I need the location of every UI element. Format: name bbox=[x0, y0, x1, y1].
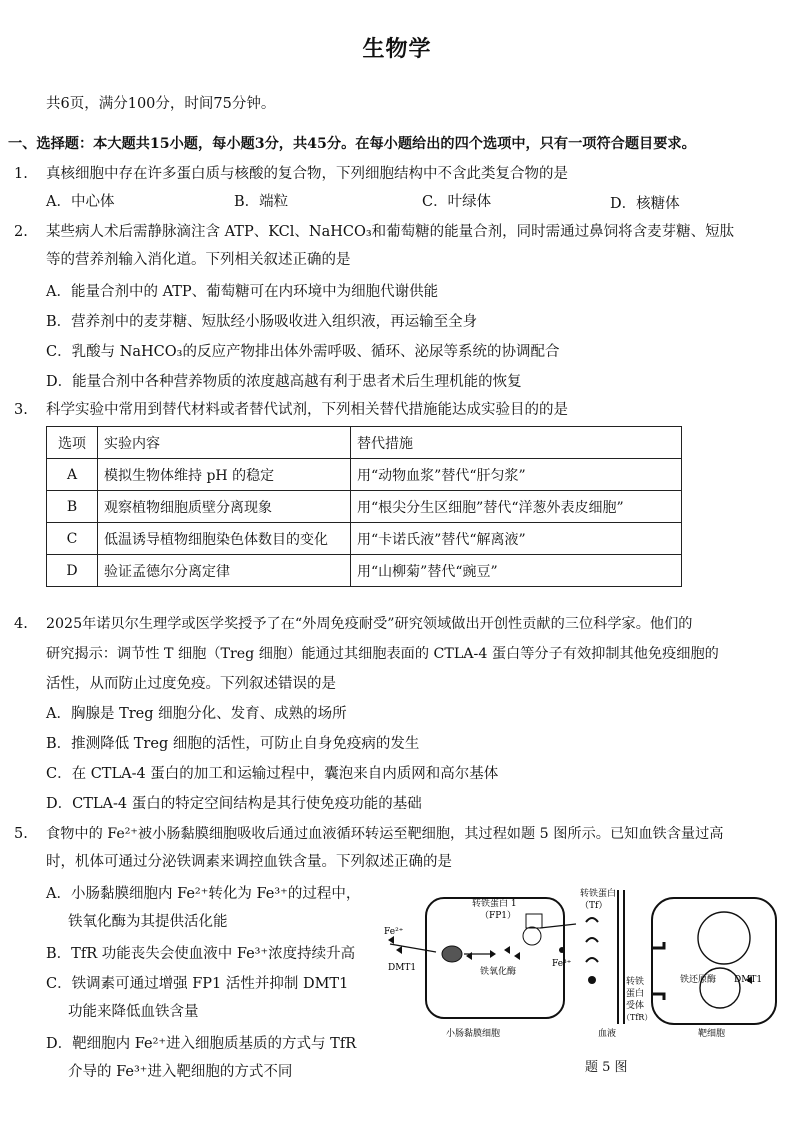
arrow-head-icon bbox=[490, 950, 496, 958]
label-cell-left: 小肠黏膜细胞 bbox=[446, 1029, 501, 1039]
q4-option-b: B．推测降低 Treg 细胞的活性，可防止自身免疫病的发生 bbox=[46, 736, 420, 752]
label-tfr4: （TfR） bbox=[622, 1013, 653, 1022]
table-cell: 用“根尖分生区细胞”替代“洋葱外表皮细胞” bbox=[351, 491, 682, 523]
table-cell: D bbox=[47, 555, 98, 587]
label-tf: 转铁蛋白 bbox=[580, 889, 617, 899]
label-dmt1-left: DMT1 bbox=[388, 963, 417, 973]
q5-stem-line1: 食物中的 Fe²⁺被小肠黏膜细胞吸收后通过血液循环转运至靶细胞，其过程如题 5 图所示。已知血铁含量过高 bbox=[46, 826, 724, 842]
table-cell: B bbox=[47, 491, 98, 523]
q1-option-d: D．核糖体 bbox=[610, 196, 680, 212]
figure-caption: 题 5 图 bbox=[585, 1060, 628, 1075]
page-title: 生物学 bbox=[362, 37, 432, 62]
q2-option-d: D．能量合剂中各种营养物质的浓度越高越有利于患者术后生理机能的恢复 bbox=[46, 374, 522, 390]
table-header-cell: 替代措施 bbox=[351, 427, 682, 459]
table-header-cell: 选项 bbox=[47, 427, 98, 459]
q4-stem-line1: 2025年诺贝尔生理学或医学奖授予了在“外周免疫耐受”研究领域做出开创性贡献的三位科学家。他们的 bbox=[46, 616, 693, 632]
fe2-triangle-icon bbox=[388, 936, 394, 944]
arrow-fe2-in bbox=[390, 944, 436, 952]
table-cell: A bbox=[47, 459, 98, 491]
q1-option-c: C．叶绿体 bbox=[422, 194, 492, 210]
q3-number: 3. bbox=[14, 402, 28, 418]
endosome-icon bbox=[698, 912, 750, 964]
label-fp1b: （FP1） bbox=[480, 911, 517, 921]
fe3-dot-icon bbox=[559, 947, 565, 953]
q2-stem-line1: 某些病人术后需静脉滴注含 ATP、KCl、NaHCO₃和葡萄糖的能量合剂，同时需通过鼻饲将含麦芽糖、短肽 bbox=[46, 224, 735, 240]
q5-number: 5. bbox=[14, 826, 28, 842]
fe3-triangle-icon bbox=[504, 946, 510, 954]
table-cell: 验证孟德尔分离定律 bbox=[98, 555, 351, 587]
table-cell: 用“动物血浆”替代“肝匀浆” bbox=[351, 459, 682, 491]
q5-option-c-line2: 功能来降低血铁含量 bbox=[68, 1004, 199, 1020]
fe2-triangle-icon bbox=[396, 946, 402, 954]
target-cell bbox=[652, 898, 776, 1024]
transferrin-icon bbox=[586, 938, 598, 942]
q5-option-c-line1: C．铁调素可通过增强 FP1 活性并抑制 DMT1 bbox=[46, 976, 349, 992]
fe2-triangle-icon bbox=[466, 952, 472, 960]
label-fp1: 转铁蛋白 1 bbox=[472, 899, 517, 909]
q5-option-a-line1: A．小肠黏膜细胞内 Fe²⁺转化为 Fe³⁺的过程中， bbox=[46, 886, 361, 902]
transferrin-icon bbox=[586, 958, 598, 962]
q1-option-a: A．中心体 bbox=[46, 194, 115, 210]
label-fe2: Fe²⁺ bbox=[384, 927, 404, 937]
q4-option-a: A．胸腺是 Treg 细胞分化、发育、成熟的场所 bbox=[46, 706, 347, 722]
fe3-triangle-icon bbox=[514, 952, 520, 960]
label-cell-right: 靶细胞 bbox=[698, 1029, 726, 1039]
q5-stem-line2: 时，机体可通过分泌铁调素来调控血铁含量。下列叙述正确的是 bbox=[46, 854, 452, 870]
q5-option-d-line1: D．靶细胞内 Fe²⁺进入细胞质基质的方式与 TfR bbox=[46, 1036, 357, 1052]
q4-option-c: C．在 CTLA-4 蛋白的加工和运输过程中，囊泡来自内质网和高尔基体 bbox=[46, 766, 499, 782]
label-dmt1-right: DMT1 bbox=[734, 975, 763, 985]
q2-stem-line2: 等的营养剂输入消化道。下列相关叙述正确的是 bbox=[46, 252, 351, 268]
table-row bbox=[47, 555, 682, 587]
q1-number: 1. bbox=[14, 166, 28, 182]
arrow-fe3-out bbox=[540, 924, 576, 928]
q3-stem: 科学实验中常用到替代材料或者替代试剂，下列相关替代措施能达成实验目的的是 bbox=[46, 402, 568, 418]
section-heading: 一、选择题：本大题共15小题，每小题3分，共45分。在每小题给出的四个选项中，只有一项符合题目要求。 bbox=[8, 136, 696, 152]
q5-option-a-line2: 铁氧化酶为其提供活化能 bbox=[68, 914, 228, 930]
oxidase-icon bbox=[523, 927, 541, 945]
q5-option-b: B．TfR 功能丧失会使血液中 Fe³⁺浓度持续升高 bbox=[46, 946, 356, 962]
q1-option-b: B．端粒 bbox=[234, 194, 289, 210]
table-cell: C bbox=[47, 523, 98, 555]
q5-option-d-line2: 介导的 Fe³⁺进入靶细胞的方式不同 bbox=[68, 1064, 293, 1080]
label-tf2: （Tf） bbox=[580, 901, 608, 911]
table-cell: 用“卡诺氏液”替代“解离液” bbox=[351, 523, 682, 555]
q5-figure bbox=[380, 884, 780, 1084]
label-tfr1: 转铁 bbox=[626, 977, 645, 987]
label-tfr3: 受体 bbox=[626, 1001, 645, 1011]
label-fe3: Fe³⁺ bbox=[552, 959, 572, 969]
label-blood: 血液 bbox=[598, 1029, 617, 1039]
label-tfr2: 蛋白 bbox=[626, 989, 645, 999]
q4-stem-line3: 活性，从而防止过度免疫。下列叙述错误的是 bbox=[46, 676, 336, 692]
table-header-cell: 实验内容 bbox=[98, 427, 351, 459]
q4-number: 4. bbox=[14, 616, 28, 632]
table-cell: 用“山柳菊”替代“豌豆” bbox=[351, 555, 682, 587]
q3-table bbox=[46, 426, 682, 587]
table-cell: 低温诱导植物细胞染色体数目的变化 bbox=[98, 523, 351, 555]
fp1-channel-icon bbox=[526, 914, 542, 928]
table-row bbox=[47, 491, 682, 523]
vesicle-icon bbox=[700, 968, 740, 1008]
q4-option-d: D．CTLA-4 蛋白的特定空间结构是其行使免疫功能的基础 bbox=[46, 796, 422, 812]
fe3-transferrin-icon bbox=[588, 976, 596, 984]
exam-info: 共6页，满分100分，时间75分钟。 bbox=[46, 96, 276, 112]
table-row bbox=[47, 523, 682, 555]
table-row bbox=[47, 459, 682, 491]
table-cell: 模拟生物体维持 pH 的稳定 bbox=[98, 459, 351, 491]
label-reductase: 铁还原酶 bbox=[680, 975, 717, 985]
label-enzyme: 铁氧化酶 bbox=[480, 967, 517, 977]
tfr-receptor-icon bbox=[652, 942, 664, 1000]
q1-stem: 真核细胞中存在许多蛋白质与核酸的复合物，下列细胞结构中不含此类复合物的是 bbox=[46, 166, 568, 182]
q2-option-b: B．营养剂中的麦芽糖、短肽经小肠吸收进入组织液，再运输至全身 bbox=[46, 314, 478, 330]
table-header-row bbox=[47, 427, 682, 459]
q2-option-a: A．能量合剂中的 ATP、葡萄糖可在内环境中为细胞代谢供能 bbox=[46, 284, 439, 300]
q4-stem-line2: 研究揭示：调节性 T 细胞（Treg 细胞）能通过其细胞表面的 CTLA-4 蛋白等分子有效抑制其他免疫细胞的 bbox=[46, 646, 719, 662]
transferrin-icon bbox=[586, 918, 598, 922]
table-cell: 观察植物细胞质壁分离现象 bbox=[98, 491, 351, 523]
q2-number: 2. bbox=[14, 224, 28, 240]
q2-option-c: C．乳酸与 NaHCO₃的反应产物排出体外需呼吸、循环、泌尿等系统的协调配合 bbox=[46, 344, 560, 360]
dmt1-left-icon bbox=[442, 946, 462, 962]
